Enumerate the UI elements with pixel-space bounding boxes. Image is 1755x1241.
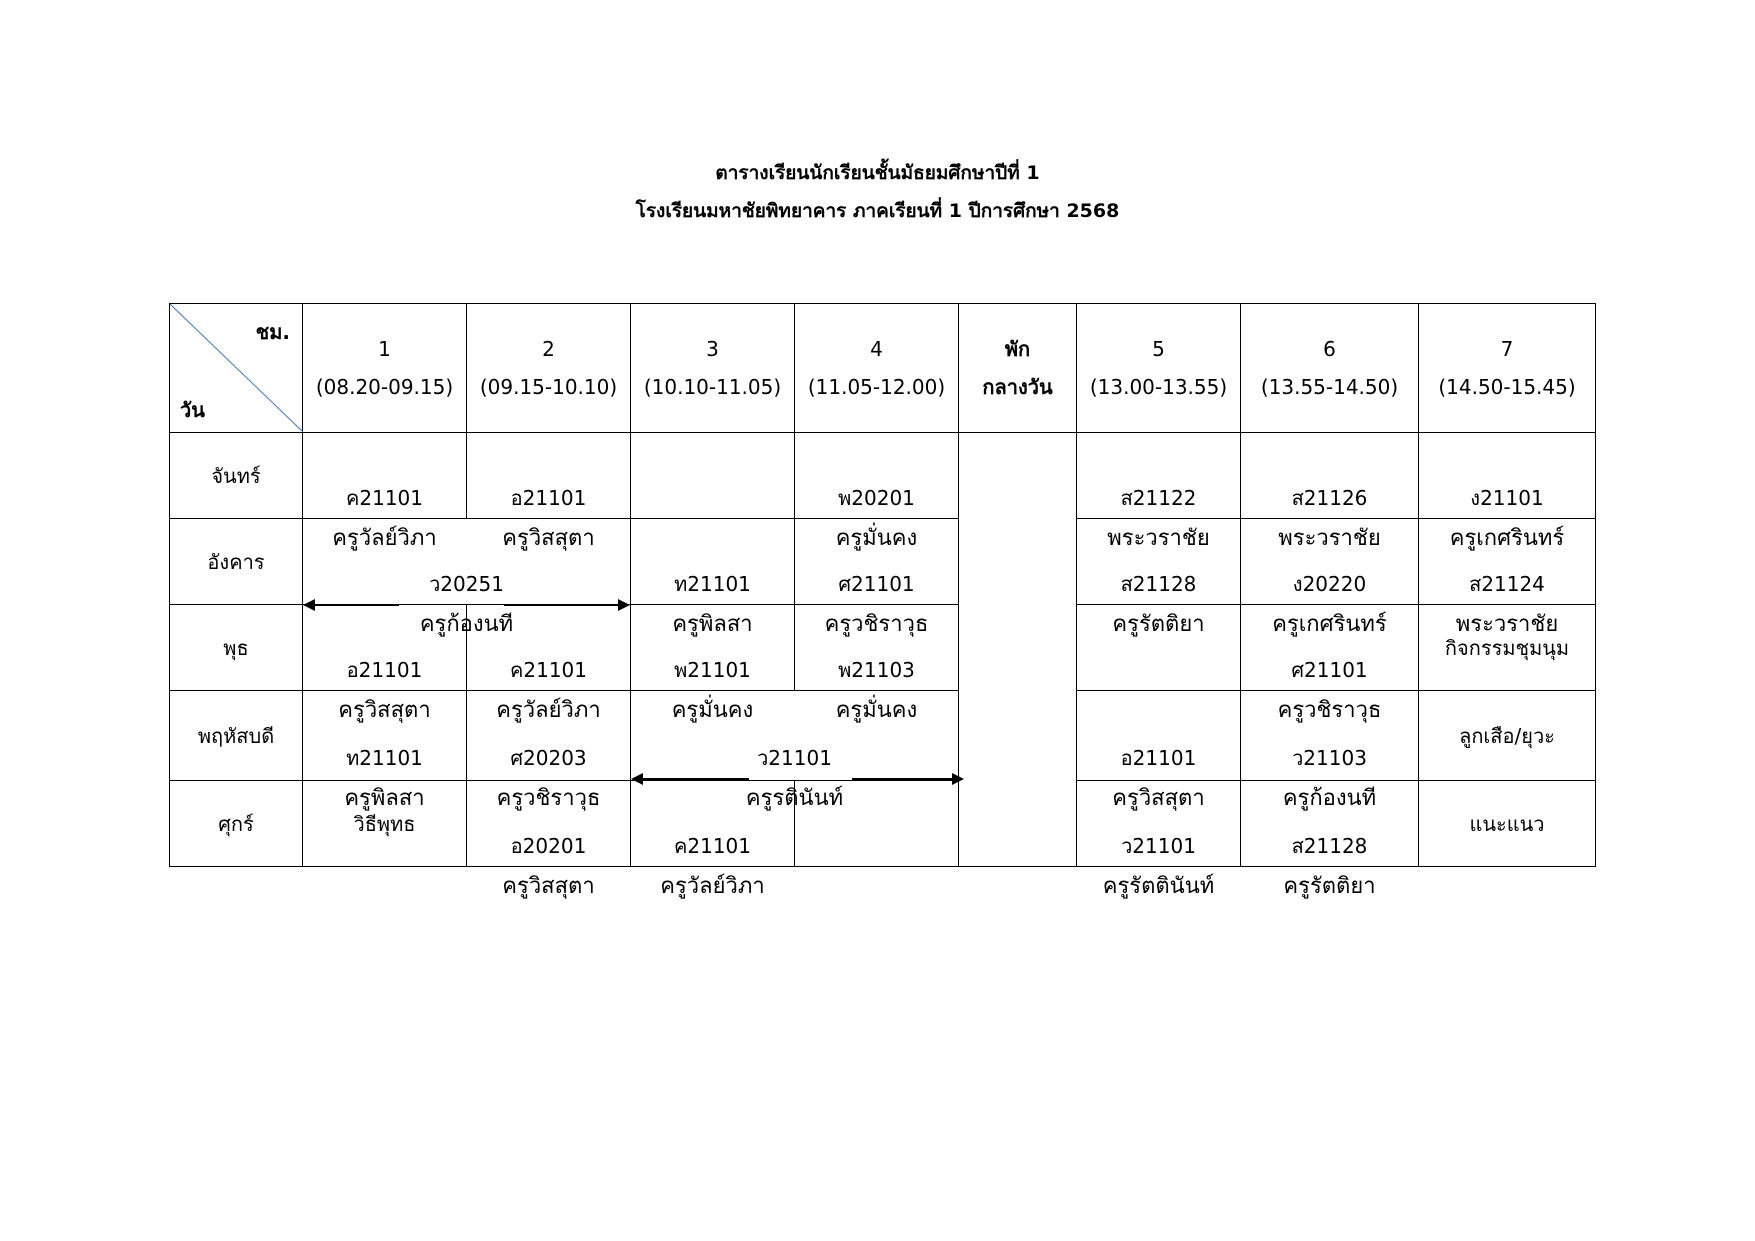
- arrow-line-right: [852, 778, 952, 780]
- teacher-name: ครูวิสสุตา: [1112, 785, 1205, 811]
- timetable: [169, 303, 1596, 899]
- course-code: ว21101: [757, 745, 832, 770]
- course-code: พ21101: [674, 657, 751, 682]
- school-semester-title: โรงเรียนมหาชัยพิทยาคาร ภาคเรียนที่ 1 ปีการศึกษา 2568: [635, 200, 1120, 222]
- schedule-title: ตารางเรียนนักเรียนชั้นมัธยมศึกษาปีที่ 1: [715, 162, 1040, 184]
- activity-cell: แนะแนว: [1419, 781, 1596, 867]
- activity-cell: ลูกเสือ/ยุวะ: [1419, 691, 1596, 781]
- class-cell: [1241, 433, 1419, 551]
- arrow-line-left: [643, 778, 749, 780]
- teacher-name: ครูวชิราวุธ: [1277, 697, 1382, 723]
- teacher-name: ครูรัตตินันท์: [1102, 873, 1215, 899]
- course-code: ท21101: [674, 571, 751, 596]
- teacher-name: ครูวชิราวุธ: [824, 611, 929, 637]
- corner-cell: [170, 304, 303, 433]
- arrow-head-right-icon: [952, 773, 964, 785]
- course-code: ค21101: [509, 657, 587, 682]
- course-code: อ21101: [346, 657, 423, 682]
- period-number: 3: [706, 337, 719, 361]
- period-header-6: [1241, 304, 1419, 433]
- period-time: กลางวัน: [982, 375, 1053, 399]
- teacher-name: ครูพิลสา: [344, 785, 425, 811]
- day-name: พุธ: [170, 605, 303, 691]
- period-header-7: [1419, 304, 1596, 433]
- period-header-2: [467, 304, 631, 433]
- teacher-name: ครูพิลสา: [672, 611, 753, 637]
- class-cell: [1419, 433, 1596, 551]
- period-time: (09.15-10.10): [479, 375, 618, 399]
- period-number: 1: [378, 337, 391, 361]
- teacher-name: ครูมั่นคง: [835, 525, 918, 551]
- period-number: 6: [1323, 337, 1336, 361]
- teacher-name: ครูก้องนที: [1282, 785, 1377, 811]
- period-number: 7: [1500, 337, 1514, 361]
- class-cell: [1077, 691, 1241, 811]
- course-code: ส21128: [1291, 833, 1368, 858]
- course-code: อ20201: [510, 833, 587, 858]
- course-code: พ21103: [838, 657, 915, 682]
- teacher-name: พระวราชัย: [1278, 525, 1381, 551]
- teacher-name: ครูรัตติยา: [1112, 611, 1205, 637]
- course-code: ศ20203: [510, 745, 587, 770]
- day-name: จันทร์: [170, 433, 303, 519]
- teacher-name: ครูก้องนที: [419, 611, 514, 637]
- lunch-break-cell: [959, 433, 1077, 867]
- course-code: ส21122: [1120, 485, 1197, 510]
- teacher-name: ครูรัตติยา: [1283, 873, 1376, 899]
- teacher-name: ครูวิสสุตา: [338, 697, 431, 723]
- course-code: อ21101: [510, 485, 587, 510]
- course-code: ศ21101: [1291, 657, 1368, 682]
- period-number: 5: [1152, 337, 1165, 361]
- day-name: พฤหัสบดี: [170, 691, 303, 781]
- activity-cell: กิจกรรมชุมนุม: [1419, 605, 1596, 691]
- teacher-name: ครูรตินันท์: [745, 785, 844, 811]
- course-code: ค21101: [345, 485, 423, 510]
- activity-cell: วิธีพุทธ: [303, 781, 467, 867]
- period-number: 2: [542, 337, 555, 361]
- teacher-name: ครูมั่นคง: [835, 697, 918, 723]
- period-header-4: [795, 304, 959, 433]
- class-cell: [631, 519, 795, 637]
- period-header-5: [1077, 304, 1241, 433]
- course-code: ง20220: [1292, 571, 1367, 596]
- class-cell: [1077, 433, 1241, 551]
- teacher-name: พระวราชัย: [1455, 611, 1559, 637]
- teacher-name: ครูวิสสุตา: [502, 525, 595, 551]
- course-code: ศ21101: [838, 571, 915, 596]
- period-time: (13.55-14.50): [1260, 375, 1399, 399]
- day-name: ศุกร์: [170, 781, 303, 867]
- teacher-name: ครูเกศรินทร์: [1272, 611, 1387, 637]
- hour-label: ชม.: [255, 320, 290, 344]
- period-number: พัก: [1004, 337, 1031, 361]
- arrow-line-left: [315, 604, 399, 606]
- teacher-name: ครูวิสสุตา: [502, 873, 595, 899]
- teacher-name: ครูมั่นคง: [671, 697, 754, 723]
- class-cell: [795, 433, 959, 551]
- arrow-head-left-icon: [631, 773, 643, 785]
- day-label: วัน: [180, 398, 205, 422]
- arrow-head-right-icon: [618, 599, 630, 611]
- course-code: ว21101: [1121, 833, 1196, 858]
- row-monday: [170, 433, 1596, 519]
- course-code: ง21101: [1470, 485, 1544, 510]
- period-time: (13.00-13.55): [1089, 375, 1228, 399]
- course-code: ว21103: [1292, 745, 1367, 770]
- course-code: ส21128: [1120, 571, 1197, 596]
- course-code: ส21126: [1291, 485, 1368, 510]
- period-number: 4: [870, 337, 883, 361]
- teacher-name: ครูเกศรินทร์: [1449, 525, 1565, 551]
- header-row: [170, 304, 1596, 433]
- period-header-1: [303, 304, 467, 433]
- course-code: ท21101: [346, 745, 423, 770]
- day-name: อังคาร: [170, 519, 303, 605]
- class-cell: [303, 433, 467, 551]
- teacher-name: ครูวชิราวุธ: [496, 785, 601, 811]
- class-cell: [467, 433, 631, 551]
- course-code: ส21124: [1469, 571, 1545, 596]
- period-time: (08.20-09.15): [315, 375, 454, 399]
- teacher-name: พระวราชัย: [1107, 525, 1210, 551]
- course-code: อ21101: [1120, 745, 1197, 770]
- teacher-name: ครูวัลย์วิภา: [496, 697, 601, 723]
- course-code: ค21101: [673, 833, 751, 858]
- period-header-lunch: [959, 304, 1077, 433]
- arrow-line-right: [504, 604, 618, 606]
- teacher-name: ครูวัลย์วิภา: [660, 873, 765, 899]
- period-header-3: [631, 304, 795, 433]
- course-code: ว20251: [429, 571, 504, 596]
- period-time: (10.10-11.05): [643, 375, 782, 399]
- arrow-head-left-icon: [303, 599, 315, 611]
- period-time: (11.05-12.00): [807, 375, 946, 399]
- period-time: (14.50-15.45): [1438, 375, 1576, 399]
- empty-cell: [631, 433, 795, 519]
- teacher-name: ครูวัลย์วิภา: [332, 525, 437, 551]
- course-code: พ20201: [838, 485, 915, 510]
